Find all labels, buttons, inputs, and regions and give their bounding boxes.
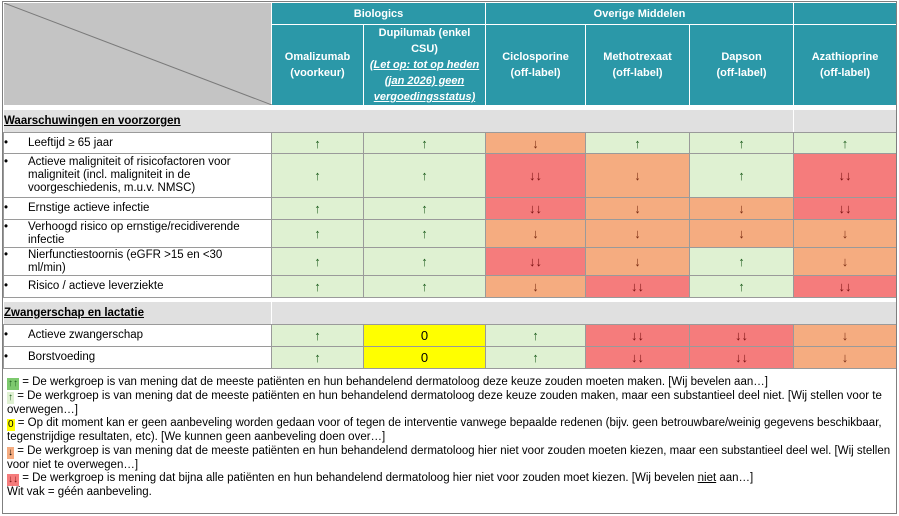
legend-no-recommendation: 0 = Op dit moment kan er geen aanbeveling worden gedaan voor of tegen de interventie vanwege bepaalde redenen (bijv. geen betrouwbare/weinig gegevens beschikbaar, tegenstrijdige resultaten, etc). [We kunnen geen aanbeveling doen over…] (7, 417, 882, 444)
rating-cell: ↑ (272, 347, 364, 369)
rating-cell: ↑ (364, 248, 486, 276)
bullet-icon: • (4, 220, 9, 233)
row-label (4, 276, 272, 298)
rating-cell: ↓ (586, 154, 690, 198)
rating-cell: ↑ (364, 220, 486, 248)
section-title: Waarschuwingen en voorzorgen (4, 115, 181, 127)
rating-cell: ↓ (690, 220, 794, 248)
rating-cell: ↓↓ (586, 276, 690, 298)
table-row (4, 276, 897, 298)
row-label-text: Verhoogd risico op ernstige/recidiverende infectie (28, 220, 240, 246)
rating-cell: ↓ (586, 220, 690, 248)
row-label (4, 154, 272, 198)
rating-cell: 0 (364, 347, 486, 369)
row-label-text: Borstvoeding (28, 351, 96, 363)
rating-cell: ↑ (690, 248, 794, 276)
rating-cell: ↓↓ (486, 248, 586, 276)
column-header-dupilumab: Dupilumab (enkel CSU) (Let op: tot op heden (jan 2026) geen vergoedingsstatus) (364, 25, 486, 106)
row-label (4, 347, 272, 369)
rating-cell: ↓ (794, 248, 897, 276)
rating-cell: ↓↓ (586, 325, 690, 347)
row-label (4, 133, 272, 154)
rating-cell: ↑ (272, 198, 364, 220)
recommendation-table (3, 2, 897, 373)
legend-strong-against: ↓↓ = De werkgroep is mening dat bijna alle patiënten en hun behandelend dermatoloog hier niet voor zouden moet kiezen. [Wij bevelen niet aan…] (8, 471, 754, 485)
rating-cell: ↓ (586, 198, 690, 220)
table-row (4, 347, 897, 369)
group-header-biologics: Biologics (272, 3, 486, 25)
legend-weak-for: ↑ = De werkgroep is van mening dat de meeste patiënten en hun behandelend dermatoloog deze keuze zouden maken, maar een substantieel deel niet. [Wij stellen voor te overwegen…] (7, 390, 882, 416)
rating-cell: 0 (364, 325, 486, 347)
rating-cell: ↑ (690, 133, 794, 154)
rating-cell: ↑ (272, 220, 364, 248)
row-label-text: Risico / actieve leverziekte (28, 280, 164, 292)
column-header-azathioprine: Azathioprine (off-label) (794, 25, 897, 106)
table-end-gap (4, 369, 897, 373)
row-label-text: Nierfunctiestoornis (eGFR >15 en <30 ml/min) (28, 248, 223, 274)
row-label (4, 325, 272, 347)
row-label-text: Actieve maligniteit of risicofactoren voor maligniteit (incl. maligniteit in de voorgeschiedenis, m.u.v. NMSC) (28, 156, 231, 194)
rating-cell: ↓ (486, 220, 586, 248)
rating-cell: ↓ (586, 248, 690, 276)
rating-cell: ↓ (794, 325, 897, 347)
table-row (4, 220, 897, 248)
table-row (4, 133, 897, 154)
rating-cell: ↓↓ (486, 198, 586, 220)
group-header-empty (794, 3, 897, 25)
rating-cell: ↓ (794, 347, 897, 369)
rating-cell: ↑ (272, 248, 364, 276)
column-header-ciclosporine: Ciclosporine (off-label) (486, 25, 586, 106)
table-row (4, 325, 897, 347)
rating-cell: ↑ (486, 325, 586, 347)
bullet-icon: • (4, 280, 9, 292)
rating-cell: ↑ (364, 133, 486, 154)
row-label-text: Leeftijd ≥ 65 jaar (28, 136, 113, 149)
rating-cell: ↑ (364, 198, 486, 220)
header-corner (4, 3, 272, 106)
row-label (4, 248, 272, 276)
column-header-methotrexaat: Methotrexaat (off-label) (586, 25, 690, 106)
rating-cell: ↑ (364, 154, 486, 198)
table-row (4, 154, 897, 198)
legend-strong-for: ↑↑ = De werkgroep is van mening dat de meeste patiënten en hun behandelend dermatoloog deze keuze zouden moeten maken. [Wij bevelen aan…] (8, 376, 768, 389)
rating-cell: ↑ (690, 276, 794, 298)
column-header-dapson: Dapson (off-label) (690, 25, 794, 106)
section-header (4, 302, 272, 325)
bullet-icon: • (4, 329, 9, 341)
diagonal-line (4, 3, 272, 105)
table-row (4, 198, 897, 220)
bullet-icon: • (4, 136, 9, 149)
legend-weak-against: ↓ = De werkgroep is van mening dat de meeste patiënten en hun behandelend dermatoloog hier niet voor zouden moeten kiezen, maar een substantieel deel wel. [Wij stellen voor niet te overwegen…] (7, 444, 891, 471)
row-label-text: Ernstige actieve infectie (28, 202, 150, 214)
rating-cell: ↑ (364, 276, 486, 298)
rating-cell: ↓↓ (794, 276, 897, 298)
rating-cell: ↓ (794, 220, 897, 248)
section-header (4, 110, 794, 133)
bullet-icon: • (4, 202, 9, 214)
rating-cell: ↑ (272, 133, 364, 154)
rating-cell: ↓↓ (690, 347, 794, 369)
legend (7, 376, 892, 499)
rating-cell: ↓↓ (794, 154, 897, 198)
row-label-text: Actieve zwangerschap (28, 329, 144, 341)
rating-cell: ↑ (794, 133, 897, 154)
bullet-icon: • (4, 248, 9, 261)
rating-cell: ↓ (486, 276, 586, 298)
section-header-blank (794, 110, 897, 133)
legend-white-box: Wit vak = géén aanbeveling. (7, 485, 152, 498)
bullet-icon: • (4, 351, 9, 363)
dupilumab-note: (Let op: tot op heden (jan 2026) geen vergoedingsstatus) (369, 59, 480, 103)
rating-cell: ↓↓ (794, 198, 897, 220)
rating-cell: ↑ (586, 133, 690, 154)
rating-cell: ↓↓ (486, 154, 586, 198)
table-row (4, 248, 897, 276)
row-label (4, 220, 272, 248)
rating-cell: ↓↓ (586, 347, 690, 369)
section-title: Zwangerschap en lactatie (4, 307, 144, 319)
column-header-omalizumab: Omalizumab (voorkeur) (272, 25, 364, 106)
rating-cell: ↓ (486, 133, 586, 154)
rating-cell: ↑ (690, 154, 794, 198)
rating-cell: ↓ (690, 198, 794, 220)
rating-cell: ↑ (486, 347, 586, 369)
rating-cell: ↓↓ (690, 325, 794, 347)
row-label (4, 198, 272, 220)
rating-cell: ↑ (272, 154, 364, 198)
bullet-icon: • (4, 156, 9, 168)
rating-cell: ↑ (272, 276, 364, 298)
group-header-overige: Overige Middelen (486, 3, 794, 25)
section-header-blank (272, 302, 897, 325)
rating-cell: ↑ (272, 325, 364, 347)
